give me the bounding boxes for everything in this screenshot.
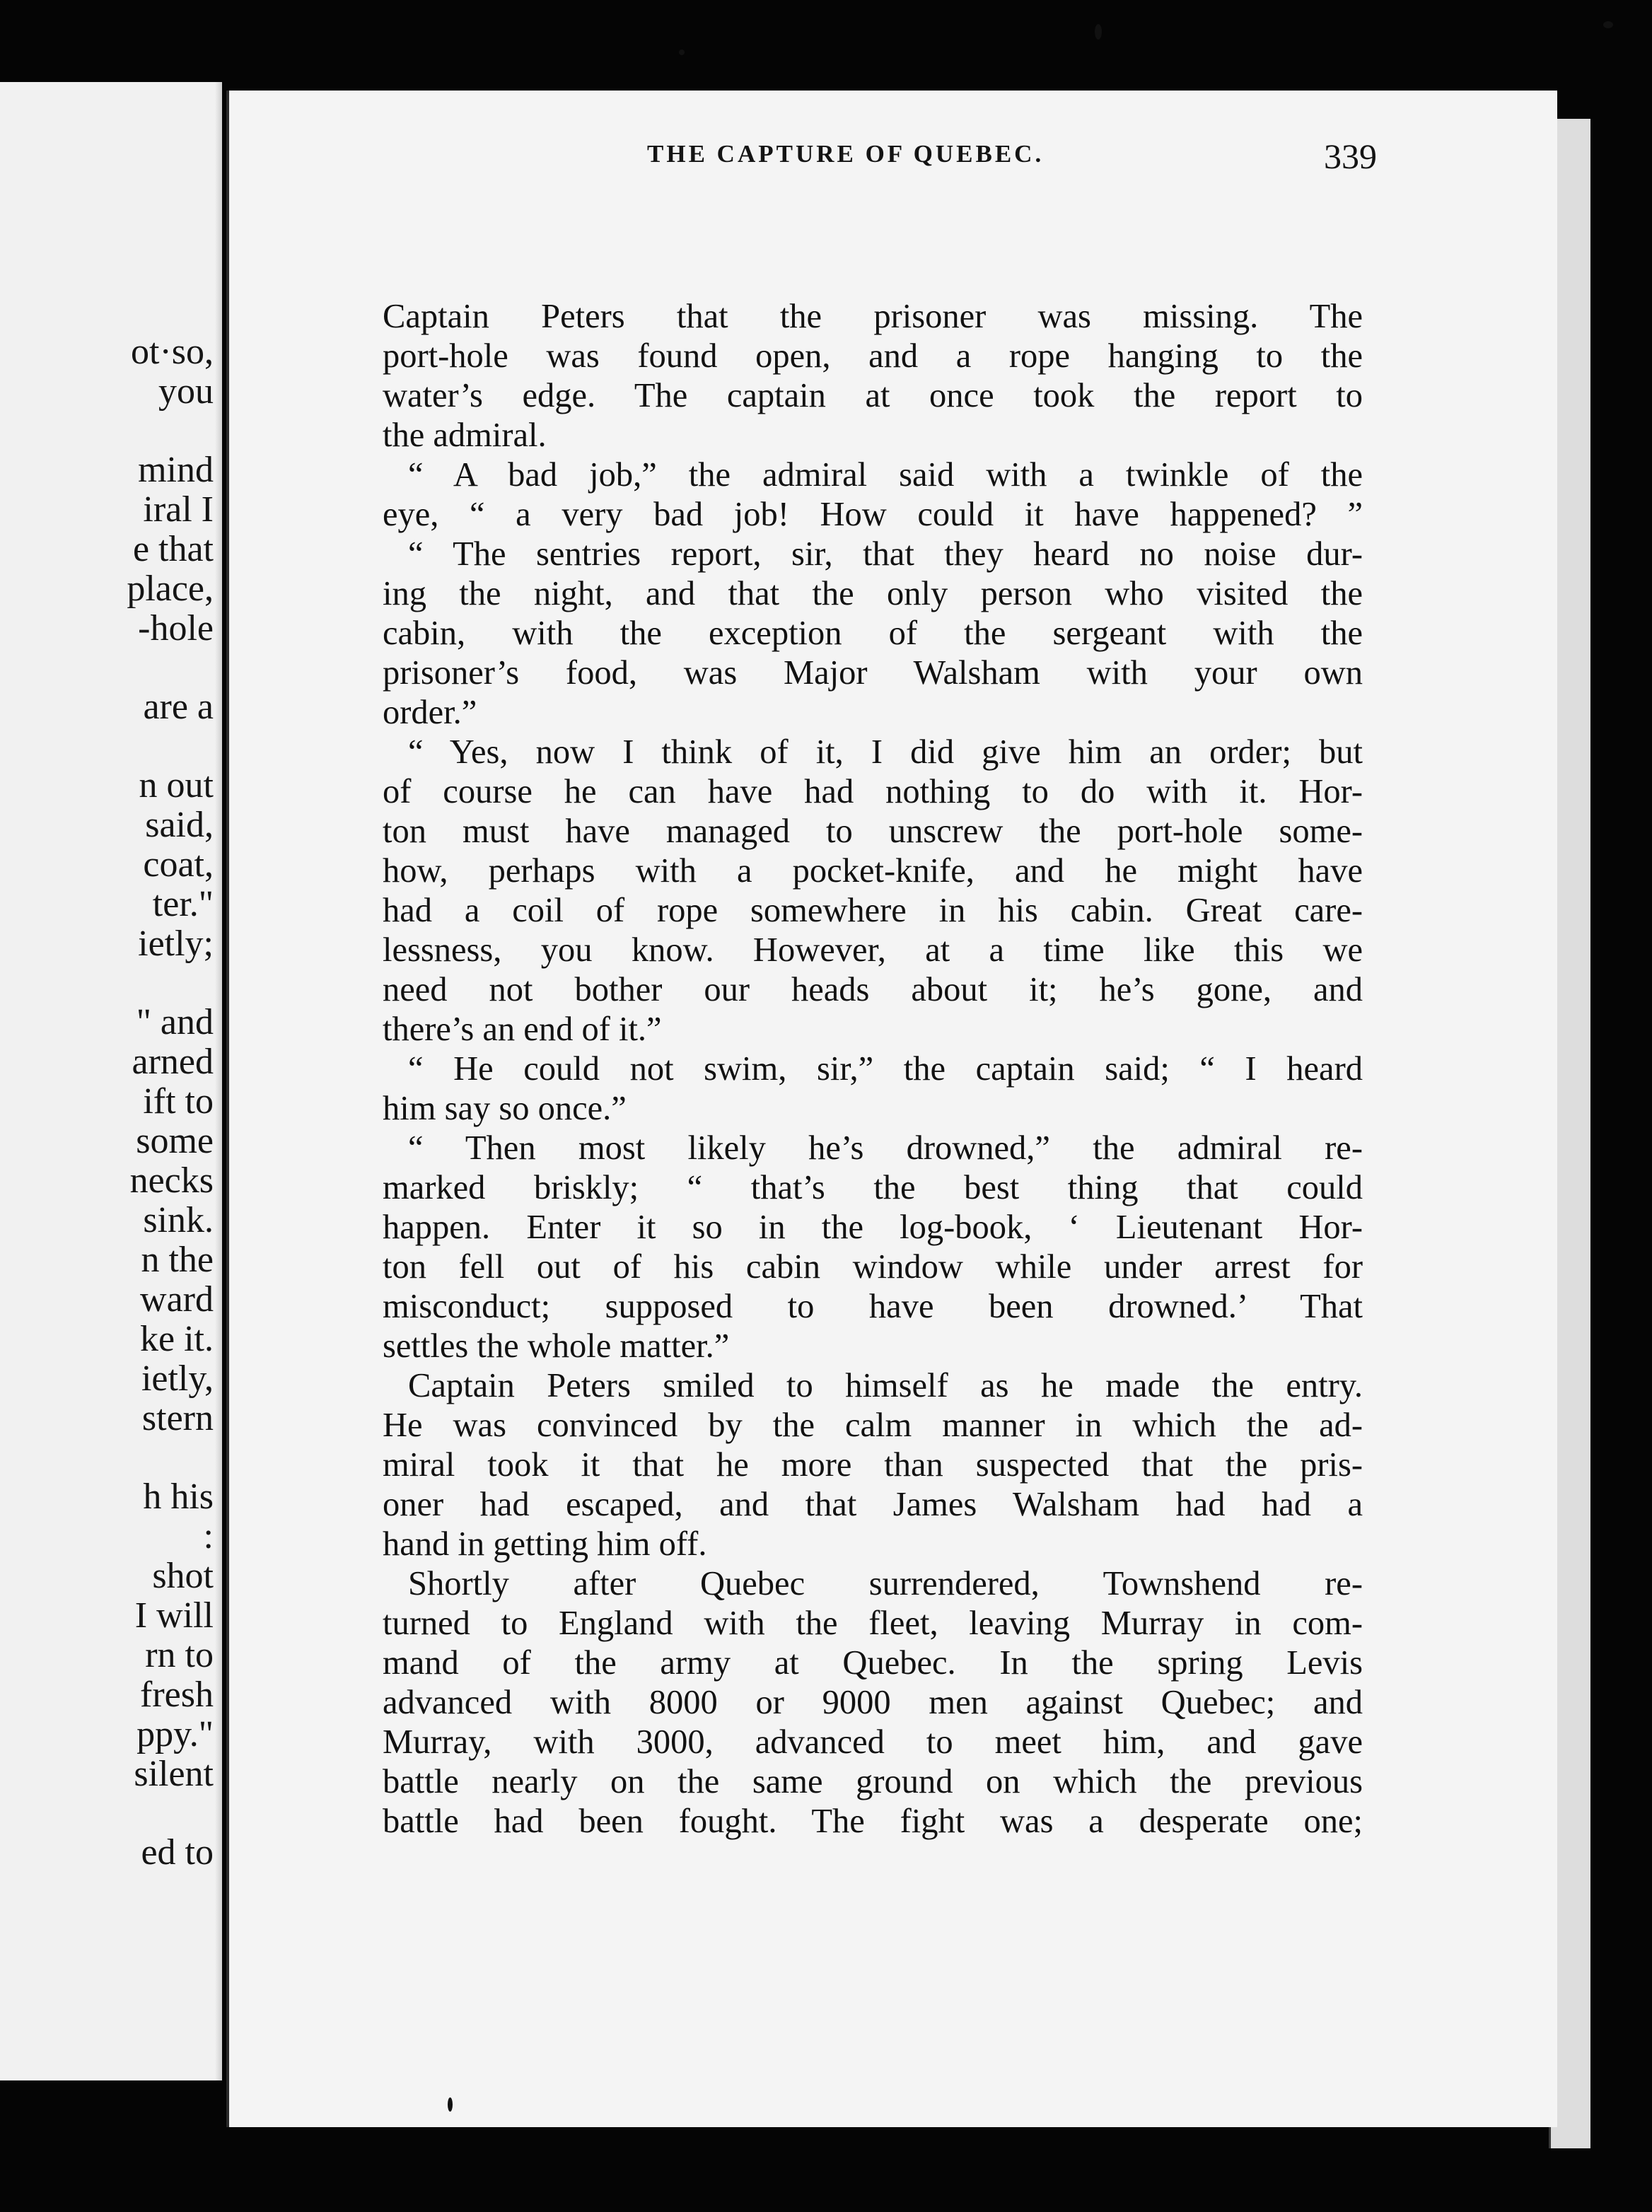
left-page-fragment: you xyxy=(158,371,214,412)
left-facing-page xyxy=(0,82,222,2080)
left-page-fragment: some xyxy=(136,1121,214,1161)
text-line: battle had been fought. The fight was a desperate one; xyxy=(383,1803,1363,1840)
left-page-fragment: sink. xyxy=(143,1200,214,1240)
left-page-fragment: mind xyxy=(138,450,214,490)
left-page-fragment: " and xyxy=(136,1002,214,1042)
left-page-fragment: ot·so, xyxy=(131,332,214,372)
text-line: water’s edge. The captain at once took the report to xyxy=(383,377,1363,414)
text-line: advanced with 8000 or 9000 men against Quebec; and xyxy=(383,1684,1363,1721)
scan-speck xyxy=(679,50,685,55)
text-line: misconduct; supposed to have been drowned.’ That xyxy=(383,1288,1363,1325)
left-page-fragment: place, xyxy=(127,569,214,609)
text-line: “ Yes, now I think of it, I did give him an order; but xyxy=(408,733,1363,771)
left-page-fragment: shot xyxy=(152,1556,214,1596)
running-head xyxy=(421,136,1377,192)
text-line: settles the whole matter.” xyxy=(383,1327,730,1365)
text-line: happen. Enter it so in the log-book, ‘ Lieutenant Hor- xyxy=(383,1209,1363,1246)
text-line: oner had escaped, and that James Walsham had had a xyxy=(383,1486,1363,1523)
left-page-fragment: ift to xyxy=(143,1081,214,1122)
text-line: prisoner’s food, was Major Walsham with your own xyxy=(383,654,1363,692)
left-page-fragment: ke it. xyxy=(140,1319,214,1359)
text-line: miral took it that he more than suspected that the pris- xyxy=(383,1446,1363,1484)
text-line: ton fell out of his cabin window while under arrest for xyxy=(383,1248,1363,1286)
left-page-fragment: ed to xyxy=(141,1832,214,1873)
text-line: Shortly after Quebec surrendered, Townshend re- xyxy=(408,1565,1363,1602)
left-page-gutter-shadow xyxy=(215,82,222,2080)
left-page-fragment: : xyxy=(203,1516,214,1556)
text-line: had a coil of rope somewhere in his cabin. Great care- xyxy=(383,892,1363,929)
text-line: order.” xyxy=(383,694,477,731)
running-title: THE CAPTURE OF QUEBEC. xyxy=(647,140,1045,168)
text-line: He was convinced by the calm manner in which the ad- xyxy=(383,1407,1363,1444)
text-line: Captain Peters that the prisoner was missing. The xyxy=(383,298,1363,335)
left-page-fragment: ietly, xyxy=(141,1358,214,1399)
body-text xyxy=(383,297,1363,1841)
left-page-fragment: fresh xyxy=(140,1675,214,1715)
left-page-fragment: ter." xyxy=(152,884,214,924)
text-line: ton must have managed to unscrew the port-hole some- xyxy=(383,813,1363,850)
left-page-fragment: iral I xyxy=(143,489,214,530)
text-line: turned to England with the fleet, leaving Murray in com- xyxy=(383,1605,1363,1642)
left-page-fragment: arned xyxy=(132,1042,214,1082)
page-number: 339 xyxy=(1324,136,1377,176)
text-line: there’s an end of it.” xyxy=(383,1011,662,1048)
left-page-fragment: stern xyxy=(141,1398,214,1438)
text-line: “ The sentries report, sir, that they heard no noise dur- xyxy=(408,535,1363,573)
left-page-fragment: h his xyxy=(143,1477,214,1517)
text-line: him say so once.” xyxy=(383,1090,627,1127)
text-line: battle nearly on the same ground on which the previous xyxy=(383,1763,1363,1800)
text-line: ing the night, and that the only person who visited the xyxy=(383,575,1363,612)
left-page-fragment: ward xyxy=(140,1279,214,1320)
left-page-fragment: silent xyxy=(134,1754,214,1794)
left-page-fragment: n the xyxy=(141,1240,214,1280)
text-line: of course he can have had nothing to do with it. Hor- xyxy=(383,773,1363,810)
scan-speck xyxy=(1603,21,1613,28)
scan-speck xyxy=(448,2097,453,2112)
text-line: lessness, you know. However, at a time like this we xyxy=(383,931,1363,969)
text-line: the admiral. xyxy=(383,417,547,454)
text-line: “ A bad job,” the admiral said with a twinkle of the xyxy=(408,456,1363,494)
left-page-fragment: are a xyxy=(143,687,214,727)
text-line: “ Then most likely he’s drowned,” the admiral re- xyxy=(408,1129,1363,1167)
text-line: mand of the army at Quebec. In the spring Levis xyxy=(383,1644,1363,1682)
text-line: port-hole was found open, and a rope hanging to the xyxy=(383,337,1363,375)
text-line: cabin, with the exception of the sergeant with the xyxy=(383,615,1363,652)
left-page-fragment: necks xyxy=(129,1160,214,1201)
left-page-fragment: e that xyxy=(132,529,214,569)
left-page-fragment: rn to xyxy=(145,1635,214,1675)
text-line: need not bother our heads about it; he’s gone, and xyxy=(383,971,1363,1008)
text-line: Captain Peters smiled to himself as he made the entry. xyxy=(408,1367,1363,1404)
text-line: eye, “ a very bad job! How could it have happened? ” xyxy=(383,496,1363,533)
left-page-fragment: ppy." xyxy=(136,1714,214,1754)
left-page-fragment: n out xyxy=(139,765,214,805)
text-line: “ He could not swim, sir,” the captain said; “ I heard xyxy=(408,1050,1363,1088)
text-line: how, perhaps with a pocket-knife, and he might have xyxy=(383,852,1363,890)
text-line: marked briskly; “ that’s the best thing that could xyxy=(383,1169,1363,1206)
scan-speck xyxy=(1095,24,1102,40)
text-line: Murray, with 3000, advanced to meet him, and gave xyxy=(383,1723,1363,1761)
left-page-fragment: said, xyxy=(145,805,214,845)
left-page-fragment: coat, xyxy=(143,844,214,885)
left-page-fragment: -hole xyxy=(138,608,214,648)
left-page-fragment: ietly; xyxy=(138,924,214,964)
left-page-fragment: I will xyxy=(134,1595,214,1636)
text-line: hand in getting him off. xyxy=(383,1525,707,1563)
